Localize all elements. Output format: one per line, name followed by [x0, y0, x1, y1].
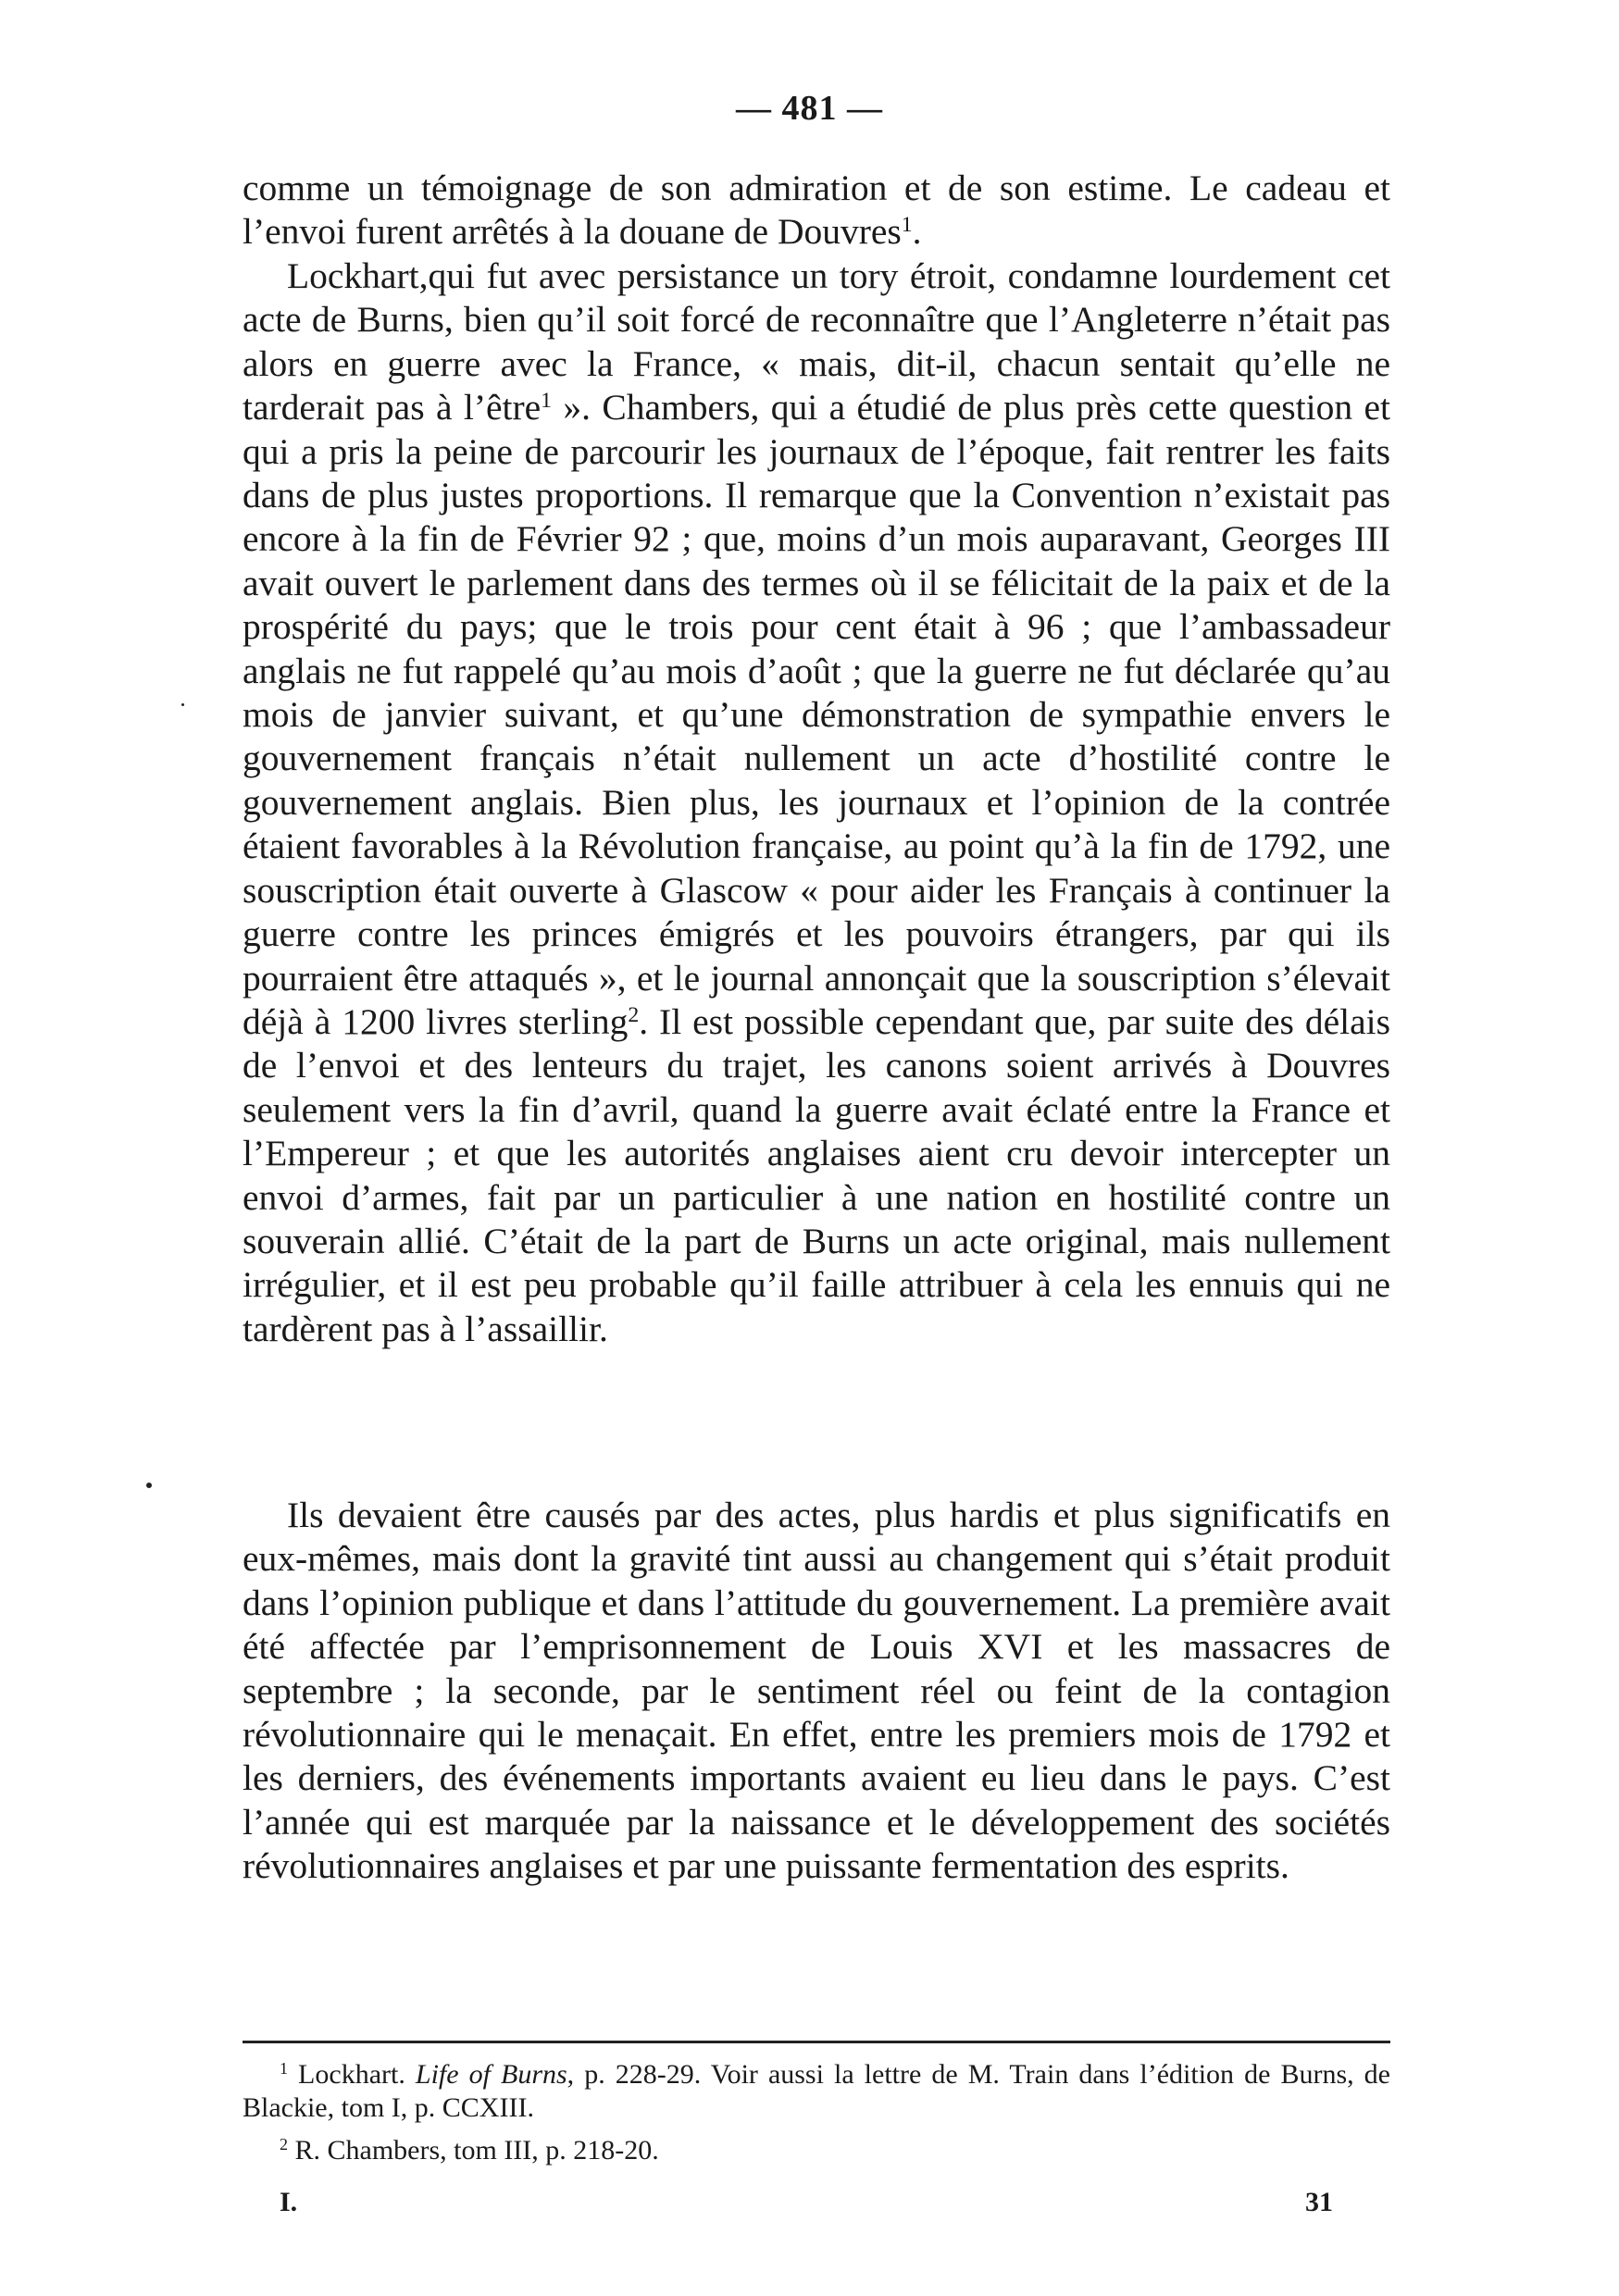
- footnote-2: [243, 2134, 1390, 2167]
- paragraph-text: ». Chambers, qui a étudié de plus près cette question et qui a pris la peine de parcourir les journaux de l’époque, fait rentrer les faits dans de plus justes proportions. Il remarque que la Convention n’existait pas encore à la fin de Février 92 ; que, moins d’un mois auparavant, Georges III avait ouvert le parlement dans des termes où il se félicitait de la paix et de la prospérité du pays; que le trois pour cent était à 96 ; que l’ambassadeur anglais ne fut rappelé qu’au mois d’août ; que la guerre ne fut déclarée qu’au mois de janvier suivant, et qu’une démonstration de sympathie envers le gouvernement français n’était nullement un acte d’hostilité contre le gouvernement anglais. Bien plus, les journaux et l’opinion de la contrée étaient favorables à la Révolution française, au point qu’à la fin de 1792, une souscription était ouverte à Glascow « pour aider les Français à continuer la guerre contre les princes émigrés et les pouvoirs étrangers, par qui ils pourraient être attaqués », et le journal annonçait que la souscription s’élevait déjà à 1200 livres sterling: [243, 387, 1390, 1042]
- paragraph-continuation: [243, 167, 1390, 254]
- footnote-title: Life of Burns: [415, 2059, 567, 2090]
- paragraph-text: . Il est possible cependant que, par suite des délais de l’envoi et des lenteurs du trajet, les canons soient arrivés à Douvres seulement vers la fin d’avril, quand la guerre avait éclaté entre la France et l’Empereur ; et que les autorités anglaises aient cru devoir intercepter un envoi d’armes, fait par un particulier à une nation en hostilité contre un souverain allié. C’était de la part de Burns un acte original, mais nullement irrégulier, et il est peu probable qu’il faille attribuer à cela les ennuis qui ne tardèrent pas à l’assaillir.: [243, 1000, 1390, 1349]
- footnote-text: R. Chambers, tom III, p. 218-20.: [288, 2135, 659, 2166]
- footnote-1: [243, 2058, 1390, 2125]
- folio-number: 31: [1305, 2187, 1333, 2217]
- paragraph-text-end: .: [912, 211, 922, 253]
- paragraph-text: Ils devaient être causés par des actes, plus hardis et plus significatifs en eux-mêmes, mais dont la gravité tint aussi au changement qui s’était produit dans l’opinion publique et dans l’attitude du gouvernement. La première avait été affectée par l’emprisonnement de Louis XVI et les massacres de septembre ; la seconde, par le sentiment réel ou feint de la contagion révolutionnaire qui le menaçait. En effet, entre les premiers mois de 1792 et les derniers, des événements importants avaient eu lieu dans le pays. C’est l’année qui est marquée par la naissance et le développement des sociétés révolutionnaires anglaises et par une puissante fermentation des esprits.: [243, 1495, 1390, 1887]
- footnote-text: , p. 228-29. Voir aussi la lettre de M. Train dans l’édition de Burns, de Blackie, tom I, p. CCXIII.: [243, 2059, 1391, 2123]
- footnote-marker: 2: [280, 2135, 288, 2154]
- paragraph-text: comme un témoignage de son admiration et de son estime. Le cadeau et l’envoi furent arrêtés à la douane de Douvres: [243, 168, 1390, 253]
- ink-speck: [181, 703, 184, 706]
- footnote-divider: [243, 2041, 1390, 2043]
- footnote-ref: 1: [901, 213, 913, 238]
- ink-speck: [146, 1483, 152, 1488]
- paragraph-lockhart: [243, 254, 1390, 1351]
- footnote-ref: 1: [541, 389, 553, 414]
- paragraph-text: Lockhart,qui fut avec persistance un tory étroit, condamne lourdement cet acte de Burns, bien qu’il soit forcé de reconnaître que l’Angleterre n’était pas alors en guerre avec la France, « mais, dit-il, chacun sentait qu’elle ne tarderait pas à l’être: [243, 255, 1390, 428]
- paragraph-causes: [243, 1494, 1390, 1889]
- footnote-text: Lockhart.: [288, 2059, 416, 2090]
- signature-mark: I.: [280, 2187, 298, 2217]
- footnote-ref: 2: [628, 1002, 640, 1027]
- footnote-marker: 1: [280, 2059, 288, 2079]
- page-number: — 481 —: [736, 89, 883, 128]
